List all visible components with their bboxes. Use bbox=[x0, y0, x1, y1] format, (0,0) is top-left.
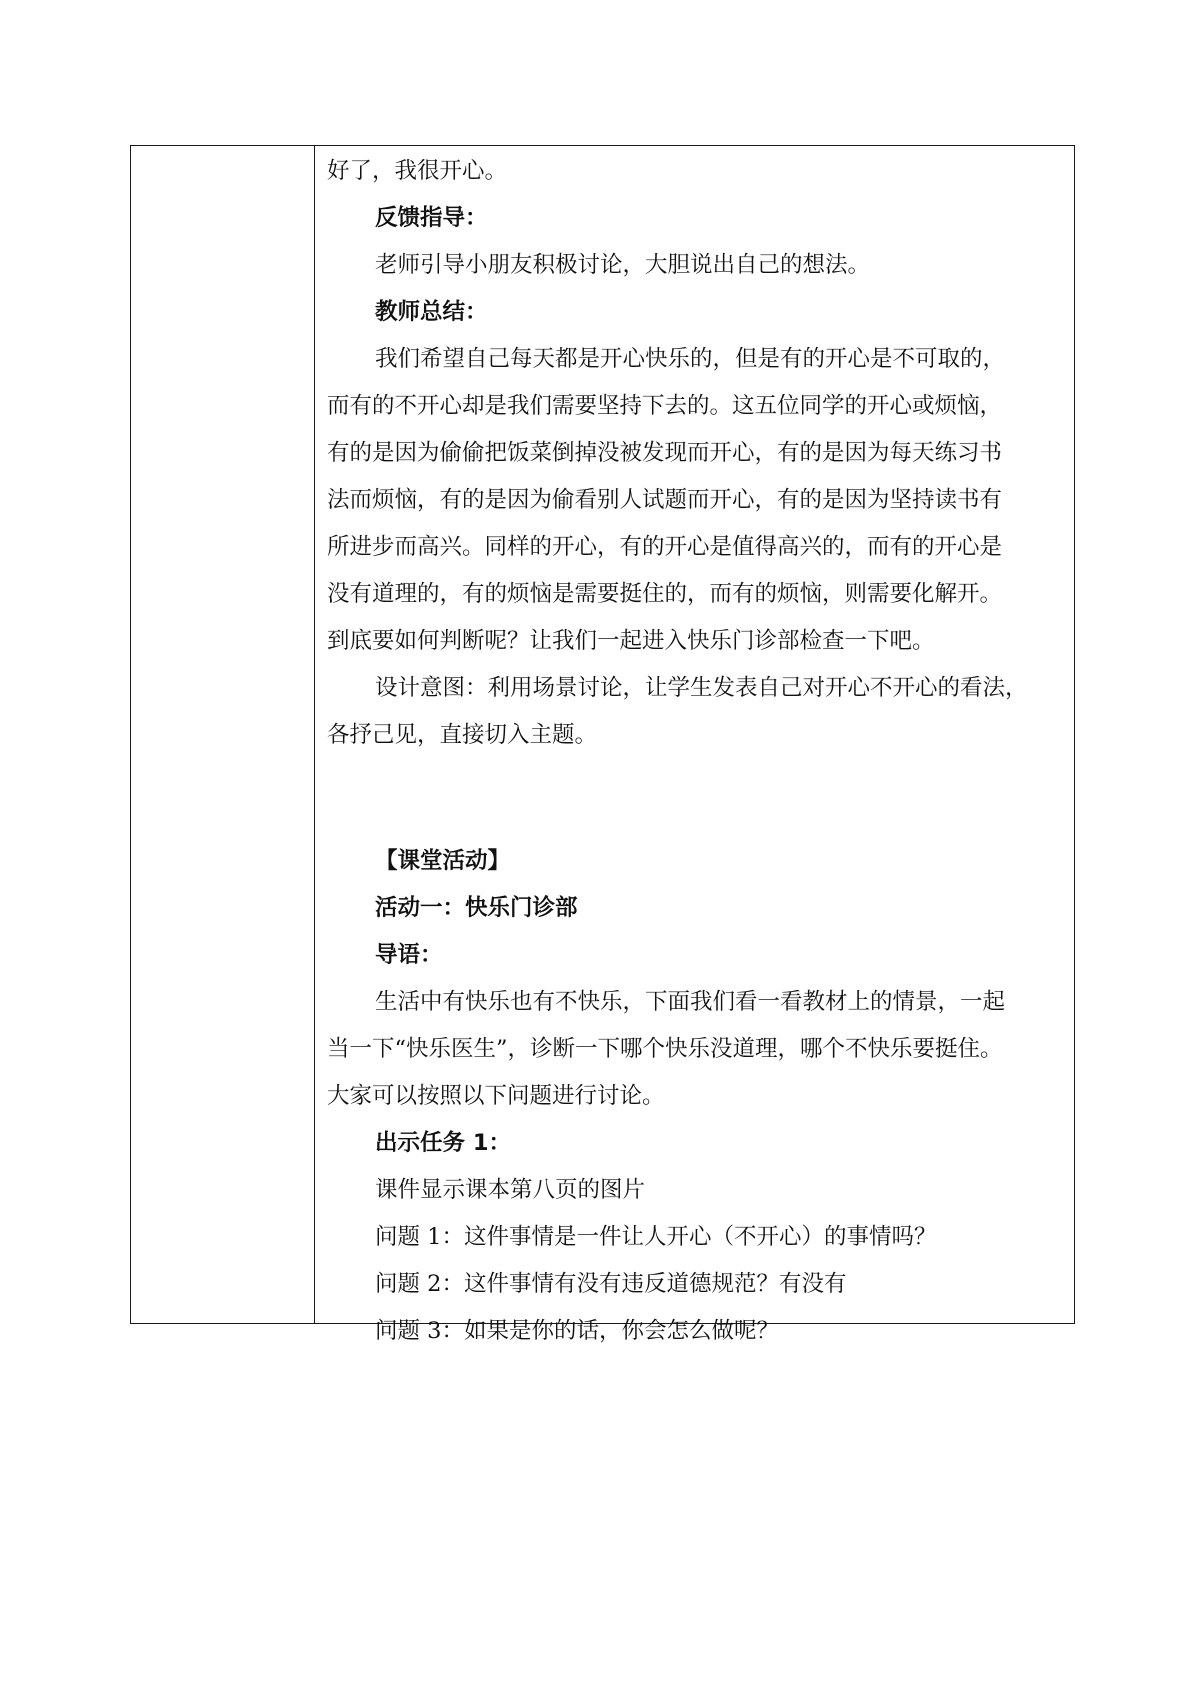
paragraph-line: 法而烦恼，有的是因为偷看别人试题而开心，有的是因为坚持读书有 bbox=[327, 487, 1003, 513]
paragraph-line: 而有的不开心却是我们需要坚持下去的。这五位同学的开心或烦恼， bbox=[327, 393, 1003, 419]
paragraph-line: 问题 2：这件事情有没有违反道德规范？有没有 bbox=[375, 1271, 847, 1297]
paragraph-line: 各抒己见，直接切入主题。 bbox=[327, 722, 598, 748]
table-content-cell bbox=[315, 146, 1074, 1344]
section-heading: 出示任务 1： bbox=[375, 1130, 511, 1156]
paragraph-line: 当一下“快乐医生”，诊断一下哪个快乐没道理，哪个不快乐要挺住。 bbox=[327, 1036, 1003, 1062]
section-heading: 活动一：快乐门诊部 bbox=[375, 895, 578, 921]
paragraph-line: 没有道理的，有的烦恼是需要挺住的，而有的烦恼，则需要化解开。 bbox=[327, 581, 1003, 607]
section-heading: 导语： bbox=[375, 942, 443, 968]
paragraph-line: 好了，我很开心。 bbox=[327, 158, 508, 184]
paragraph-line: 有的是因为偷偷把饭菜倒掉没被发现而开心，有的是因为每天练习书 bbox=[327, 440, 1003, 466]
paragraph-line: 问题 3：如果是你的话，你会怎么做呢？ bbox=[375, 1318, 779, 1344]
blank-line bbox=[327, 775, 1060, 822]
paragraph-line: 生活中有快乐也有不快乐，下面我们看一看教材上的情景，一起 bbox=[375, 989, 1006, 1015]
paragraph-line: 所进步而高兴。同样的开心，有的开心是值得高兴的，而有的开心是 bbox=[327, 534, 1003, 560]
section-heading: 【课堂活动】 bbox=[375, 848, 511, 874]
paragraph-line: 我们希望自己每天都是开心快乐的，但是有的开心是不可取的， bbox=[375, 346, 1006, 372]
paragraph-line: 大家可以按照以下问题进行讨论。 bbox=[327, 1083, 665, 1109]
paragraph-line: 到底要如何判断呢？让我们一起进入快乐门诊部检查一下吧。 bbox=[327, 628, 935, 654]
paragraph-line: 设计意图：利用场景讨论，让学生发表自己对开心不开心的看法， bbox=[375, 675, 1028, 701]
table-left-cell bbox=[131, 146, 315, 1323]
section-heading: 反馈指导： bbox=[375, 205, 488, 231]
lesson-plan-table bbox=[130, 145, 1075, 1344]
paragraph-line: 课件显示课本第八页的图片 bbox=[375, 1177, 646, 1203]
paragraph-line: 问题 1：这件事情是一件让人开心（不开心）的事情吗？ bbox=[375, 1224, 937, 1250]
paragraph-line: 老师引导小朋友积极讨论，大胆说出自己的想法。 bbox=[375, 252, 871, 278]
section-heading: 教师总结： bbox=[375, 299, 488, 325]
